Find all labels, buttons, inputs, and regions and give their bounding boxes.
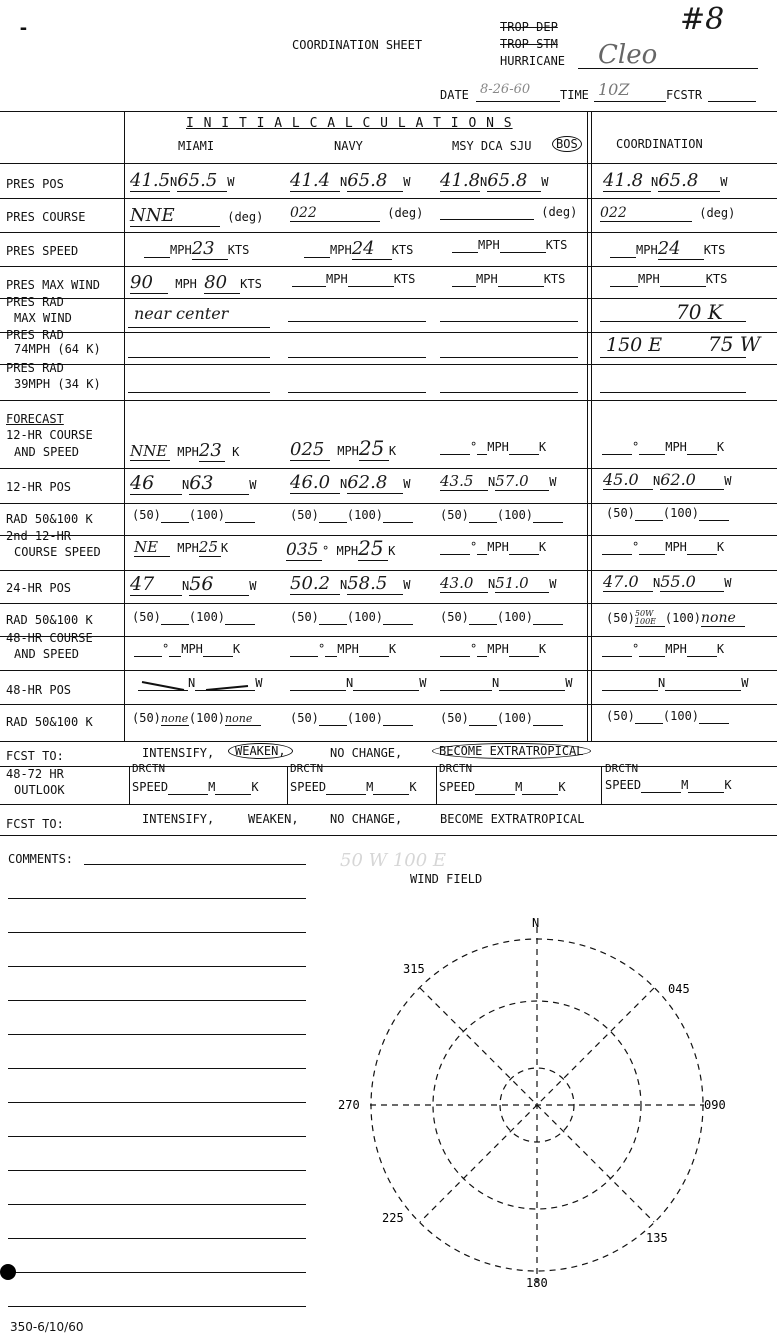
coord-pres-course: 022 (deg) xyxy=(600,205,736,221)
wind-field-title: WIND FIELD xyxy=(410,872,483,886)
wind-field-label-090: 090 xyxy=(704,1098,726,1112)
miami-pres-speed: MPH23 KTS xyxy=(144,238,249,260)
row-label-pres-pos: PRES POS xyxy=(6,177,64,191)
wind-field-label-135: 135 xyxy=(646,1231,668,1245)
row-label-forecast-3: AND SPEED xyxy=(14,445,80,459)
msy-outlook-speed: SPEED M K xyxy=(439,780,566,794)
msy-24hr-pos: 43.0 N51.0 W xyxy=(440,574,557,592)
outlook-label: 48-72 HR xyxy=(6,767,64,781)
msy-pres-max-wind: MPH KTS xyxy=(452,272,565,287)
wind-field-label-315: 315 xyxy=(403,962,425,976)
miami-pres-max-wind: 90 MPH 80 KTS xyxy=(130,272,262,293)
msy-2nd-12hr: ° MPH K xyxy=(440,540,546,555)
msy-pres-course: (deg) xyxy=(440,205,577,220)
coord-2nd-12hr: ° MPH K xyxy=(602,540,724,555)
row-label-48hr-course: 48-HR COURSE xyxy=(6,631,93,645)
col-navy: NAVY xyxy=(334,139,363,153)
miami-rad-a: (50) (100) xyxy=(132,508,255,523)
navy-pres-course: 022 (deg) xyxy=(290,205,424,221)
time-label: TIME xyxy=(560,88,589,102)
miami-outlook-drctn: DRCTN xyxy=(132,762,166,775)
miami-rad-b: (50) (100) xyxy=(132,610,255,625)
miami-rad-c: (50)none(100)none xyxy=(132,711,261,726)
miami-24hr-pos: 47 N56 W xyxy=(130,573,257,595)
navy-outlook-drctn: DRCTN xyxy=(290,762,324,775)
miami-2nd-12hr: NE MPH25 K xyxy=(134,538,229,556)
navy-pres-pos: 41.4 N65.8 W xyxy=(290,170,411,191)
row-label-rad-50-100-b: RAD 50&100 K xyxy=(6,613,93,627)
corner-mark: - xyxy=(18,18,29,39)
navy-12hr-pos: 46.0 N62.8 W xyxy=(290,472,411,493)
fcst-option-no-change-2: NO CHANGE, xyxy=(330,812,403,826)
miami-pres-pos: 41.5N65.5 W xyxy=(130,170,235,191)
coord-pres-max-wind: MPH KTS xyxy=(610,272,727,287)
msy-pres-pos: 41.8N65.8 W xyxy=(440,170,549,191)
wind-field-label-225: 225 xyxy=(382,1211,404,1225)
row-label-forecast-2: 12-HR COURSE xyxy=(6,428,93,442)
msy-48hr-pos: N W xyxy=(440,676,572,691)
coord-rad-b: (50)50W 100E (100)none xyxy=(606,610,745,627)
row-label-pres-rad-max-wind: PRES RAD xyxy=(6,295,64,309)
coord-outlook-speed: SPEED M K xyxy=(605,778,732,792)
coord-48hr-pos: N W xyxy=(602,676,748,691)
msy-forecast-12hr: ° MPH K xyxy=(440,440,546,455)
coord-pres-rad-74-w: 75 W xyxy=(708,332,761,356)
row-label-2nd-12hr-2: COURSE SPEED xyxy=(14,545,101,559)
navy-48hr-pos: N W xyxy=(290,676,426,691)
miami-outlook-speed: SPEED M K xyxy=(132,780,259,794)
coord-outlook-drctn: DRCTN xyxy=(605,762,639,775)
navy-rad-b: (50) (100) xyxy=(290,610,413,625)
miami-12hr-pos: 46 N63 W xyxy=(130,472,257,494)
wind-field-label-180: 180 xyxy=(526,1276,548,1290)
coord-12hr-pos: 45.0 N62.0 W xyxy=(603,470,732,489)
row-label-2nd-12hr: 2nd 12-HR xyxy=(6,529,72,543)
wind-field-label-270: 270 xyxy=(338,1098,360,1112)
page-title: COORDINATION SHEET xyxy=(292,38,423,52)
coord-24hr-pos: 47.0 N55.0 W xyxy=(603,572,732,591)
row-label-forecast: FORECAST xyxy=(6,412,64,426)
navy-forecast-12hr: 025 MPH25 K xyxy=(290,436,397,460)
fcst-option-no-change-1: NO CHANGE, xyxy=(330,746,403,760)
comments-label: COMMENTS: xyxy=(8,852,74,866)
miami-48hr-course: ° MPH K xyxy=(134,642,240,657)
col-miami: MIAMI xyxy=(178,139,215,153)
miami-forecast-12hr: NNE MPH23 K xyxy=(130,440,240,461)
row-label-pres-max-wind: PRES MAX WIND xyxy=(6,278,100,292)
row-label-24hr-pos: 24-HR POS xyxy=(6,581,72,595)
col-bos-circled: BOS xyxy=(552,136,582,152)
row-label-pres-rad-max-wind-2: MAX WIND xyxy=(14,311,72,325)
type-option-trop-stm: TROP STM xyxy=(500,37,558,51)
coord-pres-speed: MPH24 KTS xyxy=(610,238,725,260)
form-id: 350-6/10/60 xyxy=(10,1320,84,1334)
coord-rad-a: (50) (100) xyxy=(606,506,729,521)
coord-forecast-12hr: ° MPH K xyxy=(602,440,724,455)
row-label-pres-rad-39-2: 39MPH (34 K) xyxy=(14,377,101,391)
row-label-pres-rad-74: PRES RAD xyxy=(6,328,64,342)
msy-12hr-pos: 43.5 N57.0 W xyxy=(440,472,557,490)
row-label-48hr-pos: 48-HR POS xyxy=(6,683,72,697)
coord-rad-c: (50) (100) xyxy=(606,709,729,724)
fcst-option-extratropical-1: BECOME EXTRATROPICAL xyxy=(432,743,591,759)
fcst-option-weaken-1: WEAKEN, xyxy=(228,743,293,759)
navy-outlook-speed: SPEED M K xyxy=(290,780,417,794)
coord-48hr-course: ° MPH K xyxy=(602,642,724,657)
fcstr-label: FCSTR xyxy=(666,88,703,102)
msy-outlook-drctn: DRCTN xyxy=(439,762,473,775)
fcst-to-label-2: FCST TO: xyxy=(6,817,64,831)
col-msy-dca-sju: MSY DCA SJU xyxy=(452,139,532,153)
msy-rad-c: (50) (100) xyxy=(440,711,563,726)
msy-48hr-course: ° MPH K xyxy=(440,642,546,657)
msy-rad-b: (50) (100) xyxy=(440,610,563,625)
fcst-option-extratropical-2: BECOME EXTRATROPICAL xyxy=(440,812,585,826)
row-label-pres-rad-39: PRES RAD xyxy=(6,361,64,375)
binder-hole xyxy=(0,1264,16,1280)
row-label-pres-course: PRES COURSE xyxy=(6,210,86,224)
coord-pres-pos: 41.8 N65.8 W xyxy=(603,170,728,191)
miami-pres-rad-max-wind: near center xyxy=(134,304,229,323)
storm-name: Cleo xyxy=(598,40,658,70)
wind-field-label-045: 045 xyxy=(668,982,690,996)
navy-pres-speed: MPH24 KTS xyxy=(304,238,413,260)
outlook-label-2: OUTLOOK xyxy=(14,783,65,797)
coord-pres-rad-74-e: 150 E xyxy=(606,334,663,356)
navy-rad-a: (50) (100) xyxy=(290,508,413,523)
miami-48hr-pos: N W xyxy=(138,676,262,691)
wind-field-diagram xyxy=(330,905,740,1295)
fcst-option-weaken-2: WEAKEN, xyxy=(248,812,299,826)
comments-faint-note: 50 W 100 E xyxy=(340,850,447,871)
time-value: 10Z xyxy=(598,80,630,99)
type-option-hurricane: HURRICANE xyxy=(500,54,566,68)
initial-calculations-header: I N I T I A L C A L C U L A T I O N S xyxy=(186,116,513,131)
msy-rad-a: (50) (100) xyxy=(440,508,563,523)
navy-pres-max-wind: MPH KTS xyxy=(292,272,415,287)
coord-pres-rad-max-wind: 70 K xyxy=(676,300,723,324)
row-label-pres-speed: PRES SPEED xyxy=(6,244,79,258)
row-label-pres-rad-74-2: 74MPH (64 K) xyxy=(14,342,101,356)
miami-48hr-pos-strike xyxy=(136,676,266,696)
sheet-number: #8 xyxy=(680,2,725,37)
navy-rad-c: (50) (100) xyxy=(290,711,413,726)
date-value: 8-26-60 xyxy=(480,82,531,97)
msy-pres-speed: MPH KTS xyxy=(452,238,567,253)
navy-48hr-course: ° MPH K xyxy=(290,642,396,657)
col-coordination: COORDINATION xyxy=(616,137,703,151)
navy-24hr-pos: 50.2 N58.5 W xyxy=(290,573,411,594)
type-option-trop-dep: TROP DEP xyxy=(500,20,558,34)
fcst-option-intensify-1: INTENSIFY, xyxy=(142,746,215,760)
row-label-48hr-course-2: AND SPEED xyxy=(14,647,80,661)
fcst-option-intensify-2: INTENSIFY, xyxy=(142,812,215,826)
wind-field-label-n: N xyxy=(532,916,540,930)
date-label: DATE xyxy=(440,88,469,102)
miami-pres-course: NNE (deg) xyxy=(130,205,264,226)
row-label-12hr-pos: 12-HR POS xyxy=(6,480,72,494)
row-label-rad-50-100-c: RAD 50&100 K xyxy=(6,715,93,729)
navy-2nd-12hr: 035 ° MPH25 K xyxy=(286,536,396,560)
fcst-to-label-1: FCST TO: xyxy=(6,749,64,763)
row-label-rad-50-100-a: RAD 50&100 K xyxy=(6,512,93,526)
